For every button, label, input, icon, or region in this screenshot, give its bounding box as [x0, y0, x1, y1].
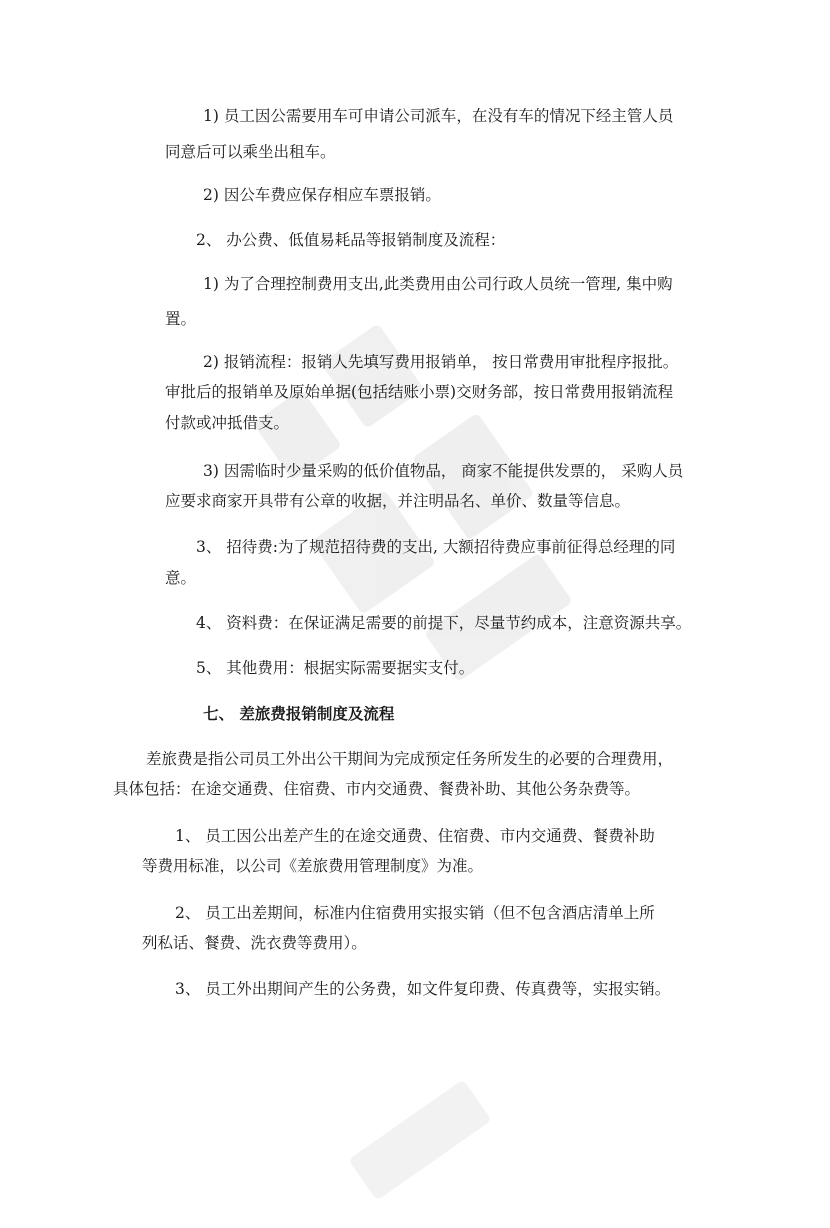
paragraph-line: 3、 招待费:为了规范招待费的支出, 大额招待费应事前征得总经理的同 [196, 538, 676, 556]
paragraph-line: 2、 员工出差期间，标准内住宿费用实报实销（但不包含酒店清单上所 [175, 904, 655, 922]
section-heading: 七、 差旅费报销制度及流程 [203, 704, 395, 723]
paragraph-line: 4、 资料费：在保证满足需要的前提下，尽量节约成本，注意资源共享。 [196, 614, 692, 632]
paragraph-line: 1) 为了合理控制费用支出,此类费用由公司行政人员统一管理, 集中购 [203, 275, 673, 293]
paragraph-line: 2、 办公费、低值易耗品等报销制度及流程： [196, 231, 506, 249]
paragraph-line: 列私话、餐费、洗衣费等费用）。 [142, 934, 367, 952]
paragraph-line: 1) 员工因公需要用车可申请公司派车，在没有车的情况下经主管人员 [203, 107, 674, 125]
paragraph-line: 差旅费是指公司员工外出公干期间为完成预定任务所发生的必要的合理费用， [146, 750, 674, 768]
watermark-bottom [320, 1052, 519, 1228]
paragraph-line: 具体包括：在途交通费、住宿费、市内交通费、餐费补助、其他公务杂费等。 [113, 780, 641, 798]
paragraph-line: 2) 报销流程：报销人先填写费用报销单， 按日常费用审批程序报批。 [203, 353, 679, 371]
paragraph-line: 1、 员工因公出差产生的在途交通费、住宿费、市内交通费、餐费补助 [175, 827, 655, 845]
paragraph-line: 3、 员工外出期间产生的公务费，如文件复印费、传真费等，实报实销。 [175, 980, 671, 998]
paragraph-line: 意。 [165, 569, 197, 587]
paragraph-line: 审批后的报销单及原始单据(包括结账小票)交财务部，按日常费用报销流程 [165, 383, 674, 401]
paragraph-line: 付款或冲抵借支。 [165, 414, 290, 432]
paragraph-line: 应要求商家开具带有公章的收据，并注明品名、单价、数量等信息。 [165, 492, 631, 510]
paragraph-line: 等费用标准，以公司《差旅费用管理制度》为准。 [142, 857, 484, 875]
paragraph-line: 同意后可以乘坐出租车。 [165, 143, 336, 161]
paragraph-line: 置。 [165, 310, 197, 328]
paragraph-line: 5、 其他费用：根据实际需要据实支付。 [196, 659, 475, 677]
paragraph-line: 3) 因需临时少量采购的低价值物品， 商家不能提供发票的， 采购人员 [203, 462, 684, 480]
paragraph-line: 2) 因公车费应保存相应车票报销。 [203, 186, 441, 204]
